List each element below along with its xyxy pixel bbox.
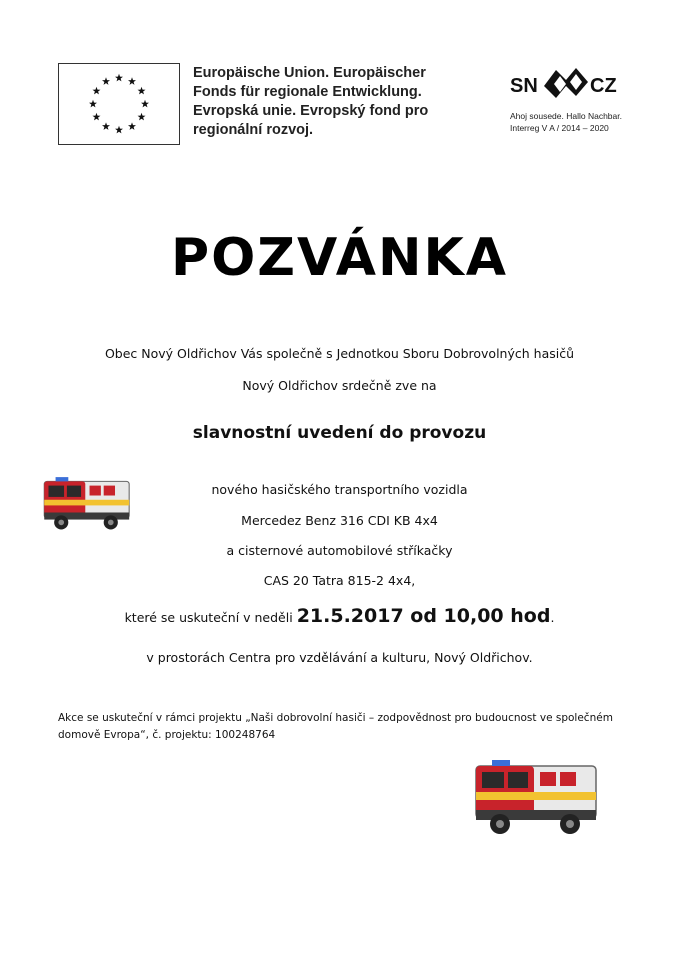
vehicle-line-1: nového hasičského transportního vozidla bbox=[211, 482, 468, 497]
sncz-logo-right: CZ bbox=[590, 75, 617, 97]
vehicle-line-2: Mercedez Benz 316 CDI KB 4x4 bbox=[241, 513, 438, 528]
invitation-line-2: Nový Oldřichov srdečně zve na bbox=[242, 378, 437, 393]
eu-star-icon bbox=[141, 100, 149, 108]
eu-star-icon bbox=[138, 113, 146, 121]
eu-star-icon bbox=[128, 122, 136, 130]
eu-star-icon bbox=[128, 77, 136, 85]
date-suffix: . bbox=[550, 610, 555, 625]
eu-star-icon bbox=[89, 100, 97, 108]
eu-text-line: Europäische Union. Europäischer bbox=[193, 65, 426, 81]
eu-star-icon bbox=[102, 122, 110, 130]
vehicle-line-3: a cisternové automobilové stříkačky bbox=[226, 543, 453, 558]
fire-truck-icon bbox=[40, 470, 132, 538]
sncz-program: Interreg V A / 2014 – 2020 bbox=[510, 123, 609, 133]
event-date: 21.5.2017 od 10,00 hod bbox=[296, 605, 551, 627]
fire-truck-icon bbox=[470, 752, 600, 844]
eu-text-line: Evropská unie. Evropský fond pro bbox=[193, 103, 429, 119]
eu-star-icon bbox=[115, 126, 123, 134]
header bbox=[0, 0, 679, 170]
event-date-line bbox=[0, 605, 679, 627]
vehicle-line-4: CAS 20 Tatra 815-2 4x4, bbox=[263, 573, 416, 588]
invitation-line-1: Obec Nový Oldřichov Vás společně s Jednotkou Sboru Dobrovolných hasičů bbox=[104, 346, 575, 361]
eu-text-line: Fonds für regionale Entwicklung. bbox=[193, 84, 422, 100]
fire-truck-image-small bbox=[40, 470, 132, 538]
fire-truck-image-large bbox=[470, 752, 600, 844]
sncz-logo-icon bbox=[510, 62, 630, 106]
eu-star-icon bbox=[92, 87, 100, 95]
project-note bbox=[58, 710, 638, 744]
eu-flag-logo bbox=[58, 63, 180, 145]
sncz-subtitle bbox=[510, 110, 622, 134]
eu-star-icon bbox=[115, 74, 123, 82]
venue-line: v prostorách Centra pro vzdělávání a kulturu, Nový Oldřichov. bbox=[146, 650, 533, 665]
eu-funding-text bbox=[193, 64, 473, 140]
eu-stars-icon bbox=[59, 64, 179, 144]
event-heading: slavnostní uvedení do provozu bbox=[192, 423, 487, 443]
project-note-line: Akce se uskuteční v rámci projektu „Naši dobrovolní hasiči – zodpovědnost pro budoucnost ve společném bbox=[58, 712, 613, 724]
sncz-logo-left: SN bbox=[510, 75, 538, 97]
page-title: POZVÁNKA bbox=[170, 228, 509, 288]
eu-text-line: regionální rozvoj. bbox=[193, 122, 314, 138]
interreg-sncz-logo bbox=[510, 62, 630, 142]
eu-star-icon bbox=[138, 87, 146, 95]
eu-star-icon bbox=[92, 113, 100, 121]
project-note-line: domově Evropa“, č. projektu: 100248764 bbox=[58, 729, 276, 741]
date-prefix: které se uskuteční v neděli bbox=[124, 610, 293, 625]
eu-star-icon bbox=[102, 77, 110, 85]
sncz-tagline: Ahoj sousede. Hallo Nachbar. bbox=[510, 111, 622, 121]
